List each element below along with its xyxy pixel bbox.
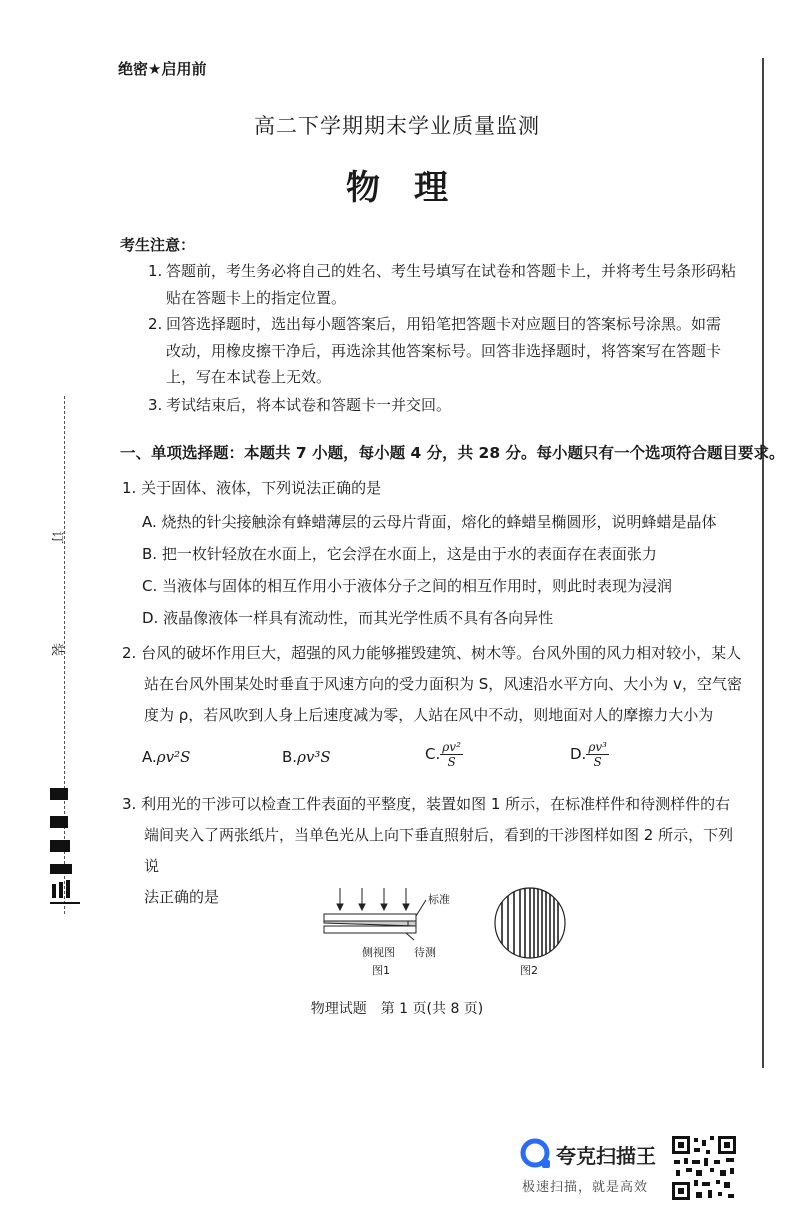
note-text-cont: 贴在答题卡上的指定位置。 (166, 288, 347, 307)
notes-title: 考生注意： (120, 236, 196, 254)
section-heading: 一、单项选择题：本题共 7 小题，每小题 4 分，共 28 分。每小题只有一个选项符合题目要求。 (120, 444, 785, 462)
right-margin-line (762, 58, 764, 1068)
note-text: 答题前，考生务必将自己的姓名、考生号填写在试卷和答题卡上，并将考生号条形码粘 (166, 262, 737, 280)
note-number: 2. (148, 315, 163, 333)
note-item-1 (148, 258, 738, 311)
question-2-stem (122, 638, 742, 731)
question-3-line-3: 法正确的是 (144, 888, 220, 906)
question-1-option-a: A. 烧热的针尖接触涂有蜂蜡薄层的云母片背面，熔化的蜂蜡呈椭圆形，说明蜂蜡是晶体 (142, 513, 717, 531)
figure-1-caption: 图1 (372, 964, 390, 977)
option-fraction (586, 740, 609, 769)
note-text-cont: 上，写在本试卷上无效。 (166, 368, 332, 386)
confidential-label: 绝密★启用前 (118, 60, 207, 78)
note-text-cont: 改动，用橡皮擦干净后，再选涂其他答案标号。回答非选择题时，将答案写在答题卡 (166, 341, 722, 360)
watermark-slogan: 极速扫描，就是高效 (522, 1180, 649, 1195)
question-1-option-c: C. 当液体与固体的相互作用小于液体分子之间的相互作用时，则此时表现为浸润 (142, 577, 673, 595)
option-formula: ρv²S (156, 748, 191, 766)
fraction-denominator: S (593, 755, 602, 769)
option-label: B. (282, 748, 298, 766)
question-3-line-2: 端间夹入了两张纸片，当单色光从上向下垂直照射后，看到的干涉图样如图 2 所示，下列说 (144, 826, 734, 875)
question-2-line-3: 度为 ρ，若风吹到人身上后速度减为零，人站在风中不动，则地面对人的摩擦力大小为 (144, 706, 714, 724)
option-fraction (440, 740, 463, 769)
question-1-option-d: D. 液晶像液体一样具有流动性，而其光学性质不具有各向异性 (142, 609, 554, 627)
fraction-numerator: ρv² (442, 740, 461, 754)
question-2-line-1: 2. 台风的破坏作用巨大，超强的风力能够摧毁建筑、树木等。台风外围的风力相对较小，某人 (122, 644, 742, 662)
question-2-option-c (425, 740, 463, 769)
binding-label-bottom: 装 (49, 642, 65, 657)
note-number: 1. (148, 262, 163, 280)
option-label: D. (570, 745, 587, 763)
question-1-option-b: B. 把一枚针轻放在水面上，它会浮在水面上，这是由于水的表面存在表面张力 (142, 545, 657, 563)
exam-title: 高二下学期期末学业质量监测 (254, 114, 540, 138)
question-2-option-a (142, 748, 190, 766)
scan-marks (50, 788, 80, 914)
note-text: 考试结束后，将本试卷和答题卡一并交回。 (166, 396, 452, 414)
question-2-option-b (282, 748, 331, 766)
question-3-line-1: 3. 利用光的干涉可以检查工件表面的平整度，装置如图 1 所示，在标准样件和待测样件的右 (122, 795, 731, 813)
option-label: A. (142, 748, 157, 766)
page-footer: 物理试题 第 1 页(共 8 页) (310, 1001, 484, 1017)
figure-2-interference-pattern (492, 885, 568, 961)
fraction-numerator: ρv³ (588, 740, 607, 754)
qr-code-icon (672, 1136, 736, 1200)
figure-1-label-side-view: 侧视图 (362, 946, 395, 959)
note-item-3 (148, 392, 738, 419)
note-number: 3. (148, 396, 163, 414)
note-text: 回答选择题时，选出每小题答案后，用铅笔把答题卡对应题目的答案标号涂黑。如需 (166, 315, 722, 333)
figure-2-caption: 图2 (520, 964, 538, 977)
binding-label-top: 订 (49, 530, 65, 545)
question-2-line-2: 站在台风外围某处时垂直于风速方向的受力面积为 S，风速沿水平方向、大小为 v，空气密 (144, 675, 742, 693)
figure-1-label-test: 待测 (414, 946, 436, 959)
quark-logo-icon (520, 1138, 552, 1170)
figure-1-label-standard: 标准 (428, 893, 450, 906)
question-2-option-d (570, 740, 609, 769)
subject-title: 物理 (346, 168, 482, 208)
fraction-denominator: S (447, 755, 456, 769)
note-item-2 (148, 311, 738, 391)
question-1-stem: 1. 关于固体、液体，下列说法正确的是 (122, 479, 382, 497)
watermark-brand: 夸克扫描王 (556, 1144, 656, 1168)
option-label: C. (425, 745, 441, 763)
option-formula: ρv³S (297, 748, 331, 766)
